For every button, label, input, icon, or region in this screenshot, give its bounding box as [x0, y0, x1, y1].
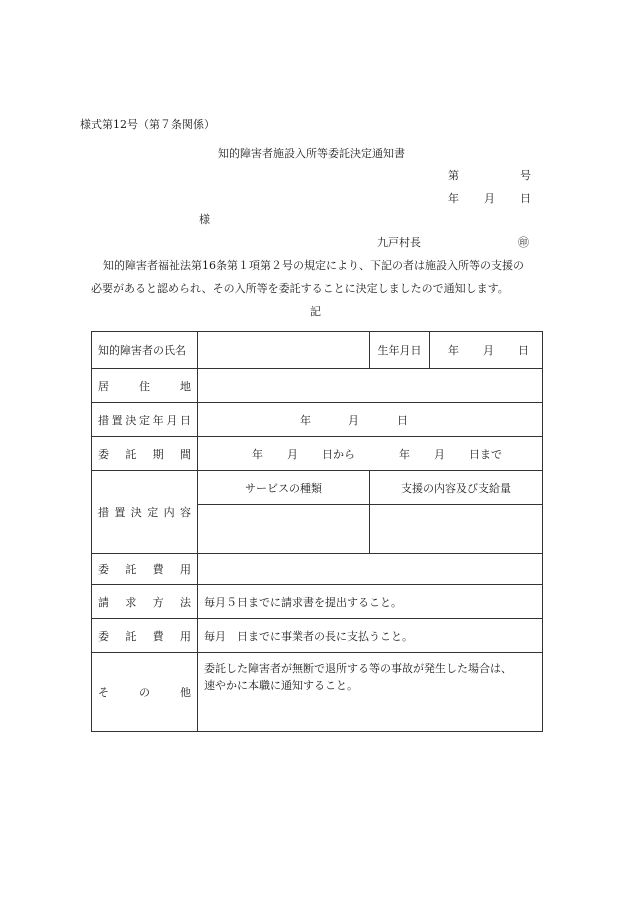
support-content-value — [370, 505, 543, 554]
row-address — [92, 369, 543, 403]
service-type-header: サービスの種類 — [198, 471, 370, 505]
billing-value: 毎月５日までに請求書を提出すること。 — [198, 585, 543, 619]
decision-year: 年 — [300, 413, 311, 427]
date-year: 年 — [448, 192, 459, 205]
payment-value: 毎月 日までに事業者の長に支払うこと。 — [198, 619, 543, 653]
issuer: 九戸村長 — [377, 236, 421, 249]
period-to-year: 年 — [399, 447, 410, 461]
row-name — [92, 332, 543, 369]
address-label: 居住地 — [98, 379, 191, 393]
other-label: その他 — [98, 686, 191, 699]
row-other — [92, 653, 543, 732]
period-from-year: 年 — [252, 447, 263, 461]
payment-label: 委託費用 — [98, 629, 191, 643]
content-label: 措置決定内容 — [98, 506, 191, 519]
cost-value — [198, 554, 543, 585]
document-title: 知的障害者施設入所等委託決定通知書 — [218, 147, 405, 160]
row-billing — [92, 585, 543, 619]
address-value — [198, 369, 543, 403]
name-label: 知的障害者の氏名 — [92, 332, 198, 369]
other-value — [198, 653, 543, 732]
birth-value — [430, 332, 543, 369]
notice-table — [91, 331, 543, 732]
service-type-value — [198, 505, 370, 554]
period-label: 委託期間 — [98, 447, 191, 461]
decision-date-value — [198, 403, 543, 437]
period-from-month: 月 — [287, 447, 298, 461]
period-to-day: 日まで — [469, 447, 502, 461]
period-from-day: 日から — [322, 447, 355, 461]
date-day: 日 — [520, 192, 531, 205]
row-period — [92, 437, 543, 471]
row-decision-date — [92, 403, 543, 437]
period-to-month: 月 — [434, 447, 445, 461]
row-content-header — [92, 471, 543, 505]
decision-date-label: 措置決定年月日 — [98, 413, 191, 427]
cost-label: 委託費用 — [98, 563, 191, 576]
period-value — [198, 437, 543, 471]
birth-day: 日 — [518, 344, 529, 357]
decision-day: 日 — [397, 413, 408, 427]
birth-month: 月 — [483, 344, 494, 357]
other-value-line-2: 速やかに本職に通知すること。 — [204, 679, 358, 692]
body-text-line-1: 知的障害者福祉法第16条第１項第２号の規定により、下記の者は施設入所等の支援の — [103, 259, 524, 272]
recipient-suffix: 様 — [199, 213, 210, 226]
date-month: 月 — [484, 192, 495, 205]
body-text-line-2: 必要があると認められ、その入所等を委託することに決定しましたので通知します。 — [91, 282, 509, 295]
form-number: 様式第12号（第７条関係） — [80, 118, 215, 131]
decision-month: 月 — [348, 413, 359, 427]
name-value — [198, 332, 370, 369]
support-content-header: 支援の内容及び支給量 — [370, 471, 543, 505]
ki-heading: 記 — [310, 305, 321, 318]
doc-number-prefix: 第 — [448, 169, 459, 182]
row-payment — [92, 619, 543, 653]
billing-label: 請求方法 — [98, 595, 191, 609]
other-value-line-1: 委託した障害者が無断で退所する等の事故が発生した場合は、 — [204, 662, 512, 675]
birth-label: 生年月日 — [370, 332, 430, 369]
doc-number-suffix: 号 — [520, 169, 531, 182]
birth-year: 年 — [448, 344, 459, 357]
seal-mark: ㊞ — [518, 236, 529, 249]
row-cost — [92, 554, 543, 585]
